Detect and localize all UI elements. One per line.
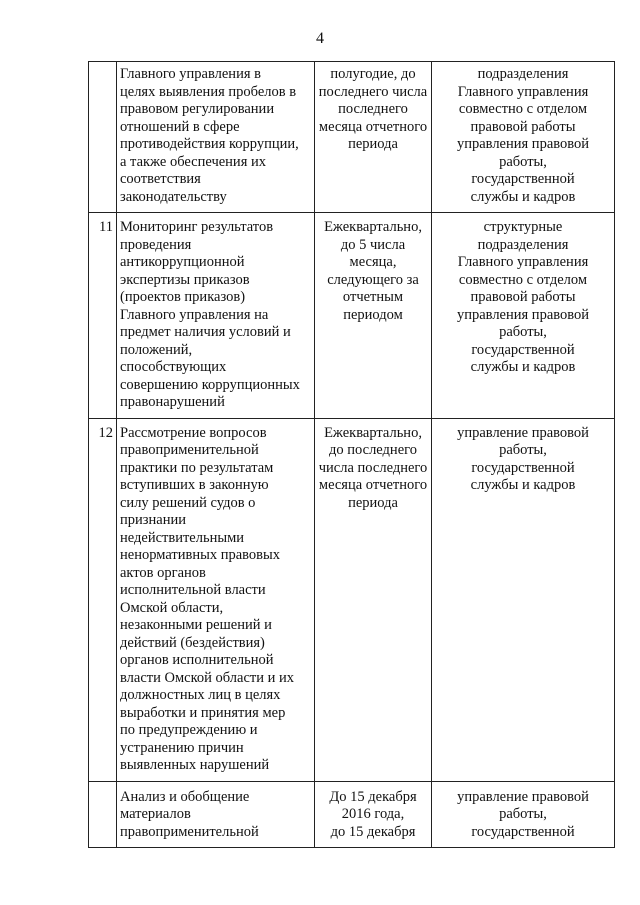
responsible-text: управление правовой работы, государственной [457,788,589,840]
row-number: 12 [98,424,113,441]
responsible-text: структурные подразделения Главного управления совместно с отделом правовой работы управления правовой работы, государственной службы и кадров [456,219,590,375]
page-number: 4 [316,30,324,47]
table-row [89,213,615,419]
activity-cell [117,418,315,781]
responsible-cell [432,213,615,419]
term-text: Ежеквартально, до 5 числа месяца, следующего за отчетным периодом [324,219,422,323]
term-text: До 15 декабря 2016 года, до 15 декабря [329,788,417,840]
responsible-cell [432,418,615,781]
responsible-text: управление правовой работы, государственной службы и кадров [457,424,589,493]
activity-text: Главного управления в целях выявления пробелов в правовом регулировании отношений в сфере противодействия коррупции, а также обеспечения их соответствия законодательству [120,66,299,205]
activity-cell [117,781,315,848]
responsible-cell [432,62,615,213]
term-cell [315,418,432,781]
row-number-cell [89,418,117,781]
term-cell [315,213,432,419]
activity-text: Рассмотрение вопросов правоприменительной практики по результатам вступивших в законную силу решений судов о признании недействительными ненормативных правовых актов органов исполнительной власти Омской области, незаконными решений и действий (бездействия) органов исполнительной власти Омской области и их должностных лиц в целях выработки и принятия мер по предупреждению и устранению причин выявленных нарушений [120,424,294,773]
responsible-text: подразделения Главного управления совместно с отделом правовой работы управления правовой работы, государственной службы и кадров [456,66,590,205]
term-text: Ежеквартально, до последнего числа последнего месяца отчетного периода [318,424,428,511]
activity-text: Мониторинг результатов проведения антикоррупционной экспертизы приказов (проектов приказов) Главного управления на предмет наличия условий и положений, способствующих совершению коррупционных правонарушений [120,219,300,410]
row-number-cell [89,781,117,848]
activity-cell [117,213,315,419]
measures-table [88,61,615,848]
responsible-cell [432,781,615,848]
activity-cell [117,62,315,213]
term-cell [315,62,432,213]
table-row [89,418,615,781]
table-row [89,781,615,848]
row-number-cell [89,213,117,419]
row-number: 11 [99,219,113,235]
row-number-cell [89,62,117,213]
term-text: полугодие, до последнего числа последнего месяца отчетного периода [318,66,428,152]
activity-text: Анализ и обобщение материалов правоприменительной [120,788,259,840]
term-cell [315,781,432,848]
table-row [89,62,615,213]
